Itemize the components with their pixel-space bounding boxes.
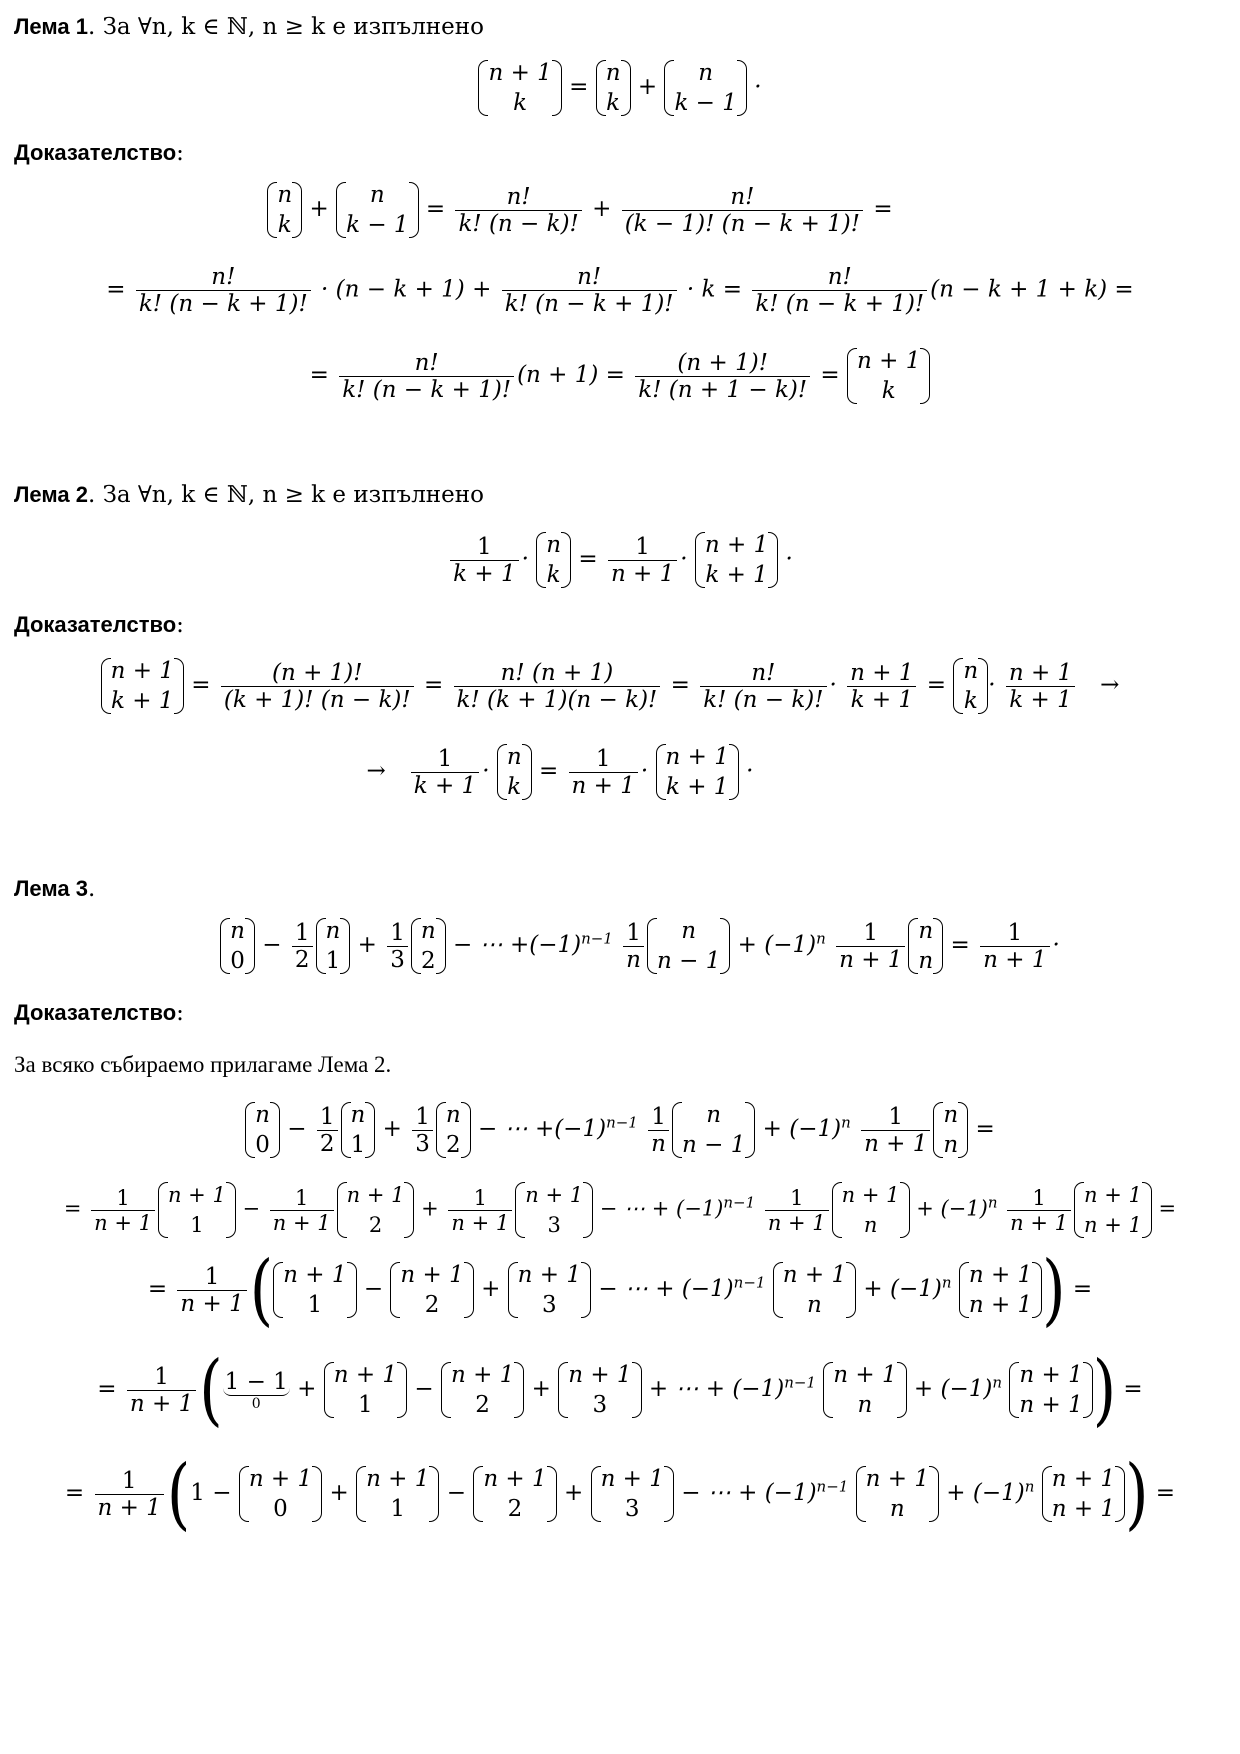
lemma3-label: Лема 3 [14, 876, 88, 901]
lemma2-statement [14, 482, 484, 508]
lemma1-proof-heading: Доказателство: [14, 140, 184, 166]
lemma3-proof-line4: = $\frac{1}{n + 1}$ ( 1 − 1 0 + n + 1 1 − n + 1 2 + n + 1 3 + ⋯ + $(-1)^{n-1}$ n + 1 n + $(-1)^n$ n + 1 n + 1 ) = [97, 1344, 1143, 1436]
lemma2-label: Лема 2 [14, 482, 88, 507]
lemma3-formula: n 0 − $\frac{1}{2}$ n 1 + $\frac{1}{3}$ n 2 − ⋯ $+(-1)^{n-1}$ $\frac{1}{n}$ n n − 1 + $(-1)^n$ $\frac{1}{n + 1}$ n n = $\frac{1}{n + 1}$ · [20, 916, 1240, 976]
lemma1-proof-line1: n k + n k − 1 = $\frac{n!}{k! (n - k)!}$ + $\frac{n!}{(k - 1)! (n - k + 1)!}$ = [0, 180, 1200, 240]
lemma1-formula: n + 1 k = n k + n k − 1 · [0, 58, 1240, 118]
lemma3-proof-line5: = $\frac{1}{n + 1}$ (1 − n + 1 0 + n + 1 1 − n + 1 2 + n + 1 3 − ⋯ + $(-1)^{n-1}$ n + 1 n + $(-1)^n$ n + 1 n + 1 ) = [64, 1448, 1176, 1540]
lemma2-text: . За ∀n, k ∈ ℕ, n ≥ k е изпълнено [87, 482, 484, 508]
lemma2-formula: $\frac{1}{k + 1}$ · n k = $\frac{1}{n + 1}$ · n + 1 k + 1 · [0, 530, 1240, 590]
lemma3-proof-heading: Доказателство: [14, 1000, 184, 1026]
lemma3-statement: Лема 3. [14, 876, 96, 902]
lemma2-proof-line1: n + 1 k + 1 = $\frac{(n + 1)!}{(k + 1)! (n - k)!}$ = $\frac{n! (n + 1)}{k! (k + 1)(n - k)!}$ = $\frac{n!}{k! (n - k)!}$ · $\frac{n + 1}{k + 1}$ = n k · $\frac{n + 1}{k + 1}$ → [0, 656, 1230, 716]
lemma2-proof-heading: Доказателство: [14, 612, 184, 638]
lemma1-text: . За ∀n, k ∈ ℕ, n ≥ k е изпълнено [87, 14, 484, 40]
lemma3-proof-line1: n 0 − $\frac{1}{2}$ n 1 + $\frac{1}{3}$ n 2 − ⋯ $+(-1)^{n-1}$ $\frac{1}{n}$ n n − 1 + $(-1)^n$ $\frac{1}{n + 1}$ n n = [0, 1100, 1240, 1160]
lemma1-proof-line2: = $\frac{n!}{k! (n - k + 1)!}$ · (n − k + 1) + $\frac{n!}{k! (n - k + 1)!}$ · k = $\frac{n!}{k! (n - k + 1)!}$ (n − k + 1 + k) = [106, 264, 1134, 317]
lemma1-statement [14, 14, 484, 40]
lemma1-label: Лема 1 [14, 14, 88, 39]
lemma1-proof-line3: = $\frac{n!}{k! (n - k + 1)!}$ (n + 1) = $\frac{(n + 1)!}{k! (n + 1 - k)!}$ = n + 1 k [0, 346, 1240, 406]
lemma3-proof-line2: = $\frac{1}{n + 1}$ n + 1 1 − $\frac{1}{n + 1}$ n + 1 2 + $\frac{1}{n + 1}$ n + 1 3 − ⋯ + $(-1)^{n-1}$ $\frac{1}{n + 1}$ n + 1 n + $(-1)^n$ $\frac{1}{n + 1}$ n + 1 n + 1 = [0, 1180, 1240, 1240]
lemma3-proof-line3: = $\frac{1}{n + 1}$ ( n + 1 1 − n + 1 2 + n + 1 3 − ⋯ + $(-1)^{n-1}$ n + 1 n + $(-1)^n$ n + 1 n + 1 ) = [147, 1244, 1093, 1336]
lemma2-proof-line2: → $\frac{1}{k + 1}$ · n k = $\frac{1}{n + 1}$ · n + 1 k + 1 · [366, 744, 754, 800]
lemma3-proof-text: За всяко събираемо прилагаме Лема 2. [14, 1052, 392, 1077]
